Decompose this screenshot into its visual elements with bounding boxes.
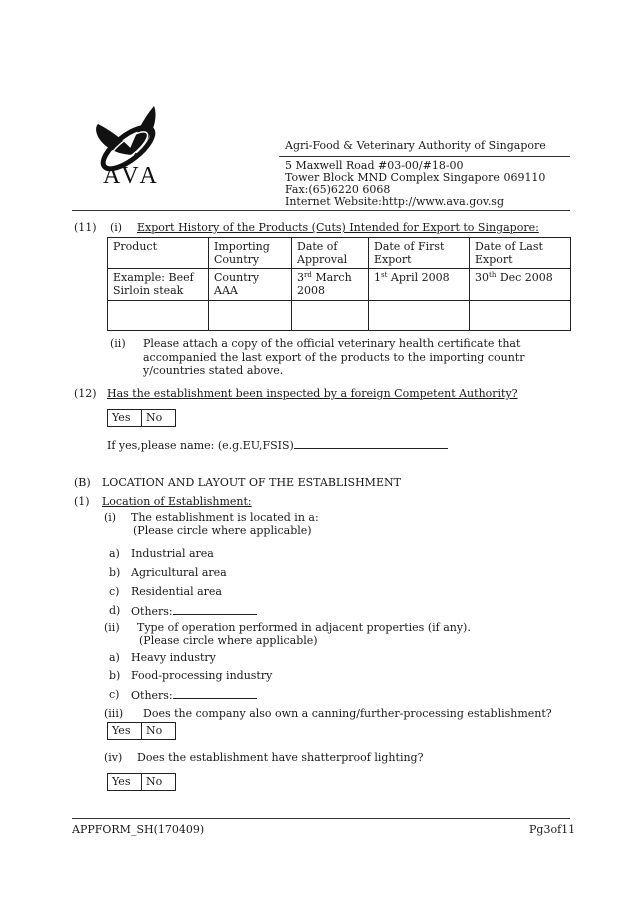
organization-name: Agri-Food & Veterinary Authority of Singapore [285, 139, 546, 152]
q11-sub-ii-label: (ii) [110, 337, 126, 350]
q11-ii-line-1: Please attach a copy of the official veterinary health certificate that [143, 337, 521, 350]
q1-iii-yes-option[interactable]: Yes [108, 723, 142, 740]
q11-sub-i-label: (i) [110, 221, 123, 234]
cell-blank-country[interactable] [209, 301, 292, 331]
option-letter: d) [109, 604, 121, 617]
footer-divider [72, 818, 570, 819]
footer-page-number: Pg3of11 [529, 823, 576, 836]
cell-example-last-export: 30th Dec 2008 [470, 269, 571, 301]
q1-i-line-2: (Please circle where applicable) [133, 524, 312, 537]
q1-ii-label: (ii) [104, 621, 120, 634]
q1-iv-yes-no-box [107, 773, 176, 791]
cell-example-approval: 3rd March 2008 [292, 269, 369, 301]
cell-blank-product[interactable] [108, 301, 209, 331]
q12-question: Has the establishment been inspected by a foreign Competent Authority? [107, 387, 518, 400]
cell-example-product: Example: Beef Sirloin steak [108, 269, 209, 301]
q12-name-blank[interactable] [294, 438, 448, 449]
header-importing-country: Importing Country [209, 238, 292, 269]
header-bottom-divider [72, 210, 570, 211]
option-others-location: Others: [131, 604, 257, 618]
header-date-of-approval: Date of Approval [292, 238, 369, 269]
option-letter: a) [109, 651, 120, 664]
q12-yes-option[interactable]: Yes [108, 410, 142, 427]
q1-iii-no-option[interactable]: No [142, 723, 176, 740]
option-letter: b) [109, 566, 121, 579]
q12-yes-no-box [107, 409, 176, 427]
footer-form-code: APPFORM_SH(170409) [72, 823, 205, 836]
option-letter: c) [109, 585, 120, 598]
q1-iv-question: Does the establishment have shatterproof lighting? [137, 751, 424, 764]
q1-iv-label: (iv) [104, 751, 123, 764]
q1-iii-label: (iii) [104, 707, 124, 720]
table-header-row [108, 238, 571, 269]
address-line-1: 5 Maxwell Road #03-00/#18-00 [285, 159, 464, 172]
cell-blank-first-export[interactable] [369, 301, 470, 331]
option-others-adjacent: Others: [131, 688, 257, 702]
q1-iv-yes-option[interactable]: Yes [108, 774, 142, 791]
logo-wordmark: AVA [103, 163, 161, 189]
address-line-2: Tower Block MND Complex Singapore 069110 [285, 171, 546, 184]
q1-iii-yes-no-box [107, 722, 176, 740]
address-line-3: Fax:(65)6220 6068 [285, 183, 391, 196]
export-history-table [107, 237, 571, 331]
option-letter: b) [109, 669, 121, 682]
q1-i-label: (i) [104, 511, 117, 524]
cell-blank-last-export[interactable] [470, 301, 571, 331]
option-letter: c) [109, 688, 120, 701]
option-heavy-industry[interactable]: Heavy industry [131, 651, 216, 664]
option-industrial-area[interactable]: Industrial area [131, 547, 214, 560]
header-date-first-export: Date of First Export [369, 238, 470, 269]
q1-title: Location of Establishment: [102, 495, 252, 508]
q11-ii-line-2: accompanied the last export of the products to the importing countr [143, 351, 525, 364]
q11-title: Export History of the Products (Cuts) Intended for Export to Singapore: [137, 221, 539, 234]
header-divider [279, 156, 570, 157]
table-row-example [108, 269, 571, 301]
q12-number: (12) [74, 387, 97, 400]
q1-iii-question: Does the company also own a canning/further-processing establishment? [143, 707, 552, 720]
others-location-blank[interactable] [173, 604, 257, 615]
q12-no-option[interactable]: No [142, 410, 176, 427]
q1-iv-no-option[interactable]: No [142, 774, 176, 791]
option-letter: a) [109, 547, 120, 560]
q1-number: (1) [74, 495, 90, 508]
q1-ii-line-1: Type of operation performed in adjacent properties (if any). [137, 621, 471, 634]
cell-example-country: Country AAA [209, 269, 292, 301]
header-product: Product [108, 238, 209, 269]
q1-ii-line-2: (Please circle where applicable) [139, 634, 318, 647]
section-b-title: LOCATION AND LAYOUT OF THE ESTABLISHMENT [102, 476, 401, 489]
table-row-blank [108, 301, 571, 331]
address-line-4: Internet Website:http://www.ava.gov.sg [285, 195, 504, 208]
header-date-last-export: Date of Last Export [470, 238, 571, 269]
section-b-label: (B) [74, 476, 91, 489]
q11-number: (11) [74, 221, 97, 234]
others-adjacent-blank[interactable] [173, 688, 257, 699]
q1-i-line-1: The establishment is located in a: [131, 511, 319, 524]
option-residential-area[interactable]: Residential area [131, 585, 222, 598]
q11-ii-line-3: y/countries stated above. [143, 364, 284, 377]
option-food-processing[interactable]: Food-processing industry [131, 669, 273, 682]
q12-if-yes-label: If yes,please name: (e.g.EU,FSIS) [107, 438, 448, 452]
cell-example-first-export: 1st April 2008 [369, 269, 470, 301]
cell-blank-approval[interactable] [292, 301, 369, 331]
option-agricultural-area[interactable]: Agricultural area [131, 566, 227, 579]
